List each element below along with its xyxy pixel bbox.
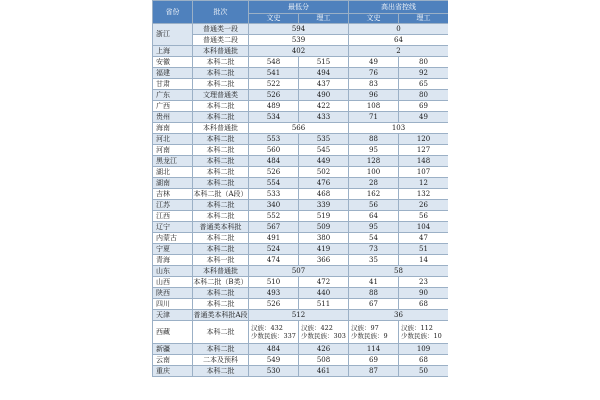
batch-cell: 本科二批（A段） bbox=[193, 189, 248, 198]
above-line-ligong-cell: 50 bbox=[399, 366, 449, 377]
min-score-wenshi-cell: 553 bbox=[249, 134, 299, 145]
batch-cell: 本科普通批 bbox=[193, 123, 249, 134]
min-score-wenshi-cell: 汉族：432 少数民族：337 bbox=[249, 321, 299, 344]
province-cell: 河北 bbox=[153, 134, 193, 145]
above-line-ligong-cell: 132 bbox=[399, 189, 449, 200]
province-cell: 浙江 bbox=[153, 24, 193, 46]
above-line-wenshi-cell: 64 bbox=[349, 211, 399, 222]
table-row bbox=[153, 310, 449, 321]
above-line-wenshi-cell: 54 bbox=[349, 233, 399, 244]
min-score-ligong-cell: 433 bbox=[299, 112, 349, 123]
batch-cell: 普通类一段 bbox=[193, 24, 249, 35]
above-line-ligong-cell: 148 bbox=[399, 156, 449, 167]
table-row bbox=[153, 321, 449, 344]
min-score-ligong-cell: 508 bbox=[299, 355, 349, 366]
province-cell: 云南 bbox=[153, 355, 193, 366]
min-score-ligong-cell: 535 bbox=[299, 134, 349, 145]
min-score-ligong-cell: 545 bbox=[299, 145, 349, 156]
above-line-wenshi-cell: 83 bbox=[349, 79, 399, 90]
min-score-ligong-cell: 419 bbox=[299, 244, 349, 255]
above-line-wenshi-cell: 56 bbox=[349, 200, 399, 211]
province-cell: 湖北 bbox=[153, 167, 193, 178]
min-score-wenshi-cell: 567 bbox=[249, 222, 299, 233]
province-cell: 江苏 bbox=[153, 200, 193, 211]
table-row bbox=[153, 145, 449, 156]
above-line-ligong-cell: 51 bbox=[399, 244, 449, 255]
table-row bbox=[153, 200, 449, 211]
above-line-wenshi-cell: 88 bbox=[349, 134, 399, 145]
batch-cell: 本科二批 bbox=[193, 321, 249, 344]
table-row bbox=[153, 255, 449, 266]
above-line-wenshi-cell: 108 bbox=[349, 101, 399, 112]
table-row bbox=[153, 57, 449, 68]
min-score-ligong-cell: 509 bbox=[299, 222, 349, 233]
batch-cell: 本科二批 bbox=[193, 200, 249, 211]
min-score-wenshi-cell: 524 bbox=[249, 244, 299, 255]
above-line-ligong-cell: 汉族：112 少数民族：10 bbox=[399, 321, 449, 344]
admission-score-table bbox=[152, 0, 448, 377]
province-cell: 内蒙古 bbox=[153, 233, 193, 244]
batch-cell: 普通类二段 bbox=[193, 35, 249, 46]
batch-cell: 本科二批 bbox=[193, 211, 249, 222]
batch-cell: 本科二批 bbox=[193, 101, 249, 112]
above-line-ligong-cell: 104 bbox=[399, 222, 449, 233]
above-line-cell: 58 bbox=[349, 266, 449, 277]
above-line-ligong-cell: 120 bbox=[399, 134, 449, 145]
above-line-ligong-cell: 23 bbox=[399, 277, 449, 288]
above-line-ligong-cell: 12 bbox=[399, 178, 449, 189]
batch-cell: 本科二批 bbox=[193, 112, 249, 123]
above-line-ligong-cell: 107 bbox=[399, 167, 449, 178]
min-score-ligong-cell: 519 bbox=[299, 211, 349, 222]
above-line-wenshi-cell: 95 bbox=[349, 222, 399, 233]
above-line-wenshi-cell: 96 bbox=[349, 90, 399, 101]
min-score-wenshi-cell: 533 bbox=[249, 189, 299, 200]
above-line-wenshi-cell: 69 bbox=[349, 355, 399, 366]
min-score-wenshi-cell: 484 bbox=[249, 344, 299, 355]
above-line-ligong-cell: 68 bbox=[399, 355, 449, 366]
table-row bbox=[153, 24, 449, 35]
table-row bbox=[153, 355, 449, 366]
min-score-cell: 539 bbox=[249, 35, 349, 46]
min-score-ligong-cell: 437 bbox=[299, 79, 349, 90]
header-above-line: 高出省控线 bbox=[349, 1, 449, 14]
batch-cell: 本科二批 bbox=[193, 288, 249, 299]
above-line-wenshi-cell: 41 bbox=[349, 277, 399, 288]
batch-cell: 本科二批 bbox=[193, 68, 249, 79]
table-row bbox=[153, 112, 449, 123]
batch-cell: 本科普通批 bbox=[193, 46, 249, 57]
min-score-ligong-cell: 461 bbox=[299, 366, 349, 377]
above-line-wenshi-cell: 35 bbox=[349, 255, 399, 266]
header-min-ligong: 理工 bbox=[299, 14, 349, 24]
table-row bbox=[153, 288, 449, 299]
batch-cell: 本科二批（B类） bbox=[193, 277, 248, 286]
province-cell: 新疆 bbox=[153, 344, 193, 355]
batch-cell: 本科二批 bbox=[193, 57, 249, 68]
batch-cell: 二本及预科 bbox=[193, 355, 249, 366]
table-row bbox=[153, 101, 449, 112]
min-score-wenshi-cell: 552 bbox=[249, 211, 299, 222]
province-cell: 天津 bbox=[153, 310, 193, 321]
province-cell: 江西 bbox=[153, 211, 193, 222]
batch-cell: 本科二批 bbox=[193, 79, 249, 90]
province-cell: 西藏 bbox=[153, 321, 193, 344]
min-score-wenshi-cell: 522 bbox=[249, 79, 299, 90]
above-line-ligong-cell: 92 bbox=[399, 68, 449, 79]
above-line-wenshi-cell: 128 bbox=[349, 156, 399, 167]
min-score-cell: 512 bbox=[249, 310, 349, 321]
province-cell: 海南 bbox=[153, 123, 193, 134]
table-row bbox=[153, 156, 449, 167]
min-score-cell: 594 bbox=[249, 24, 349, 35]
province-cell: 甘肃 bbox=[153, 79, 193, 90]
min-score-ligong-cell: 380 bbox=[299, 233, 349, 244]
batch-cell: 文理普通类 bbox=[193, 90, 249, 101]
table-row bbox=[153, 178, 449, 189]
province-cell: 陕西 bbox=[153, 288, 193, 299]
above-line-wenshi-cell: 28 bbox=[349, 178, 399, 189]
min-score-wenshi-cell: 484 bbox=[249, 156, 299, 167]
min-score-ligong-cell: 502 bbox=[299, 167, 349, 178]
min-score-cell: 402 bbox=[249, 46, 349, 57]
min-score-ligong-cell: 422 bbox=[299, 101, 349, 112]
table-row bbox=[153, 244, 449, 255]
province-cell: 福建 bbox=[153, 68, 193, 79]
above-line-cell: 0 bbox=[349, 24, 449, 35]
above-line-wenshi-cell: 73 bbox=[349, 244, 399, 255]
batch-cell: 本科二批 bbox=[193, 167, 249, 178]
min-score-ligong-cell: 468 bbox=[299, 189, 349, 200]
min-score-ligong-cell: 366 bbox=[299, 255, 349, 266]
min-score-ligong-cell: 494 bbox=[299, 68, 349, 79]
min-score-ligong-cell: 472 bbox=[299, 277, 349, 288]
table-row bbox=[153, 189, 449, 200]
table-row bbox=[153, 46, 449, 57]
above-line-wenshi-cell: 49 bbox=[349, 57, 399, 68]
min-score-wenshi-cell: 491 bbox=[249, 233, 299, 244]
above-line-ligong-cell: 69 bbox=[399, 101, 449, 112]
min-score-ligong-cell: 426 bbox=[299, 344, 349, 355]
table-row bbox=[153, 68, 449, 79]
min-score-ligong-cell: 515 bbox=[299, 57, 349, 68]
table-row bbox=[153, 79, 449, 90]
province-cell: 辽宁 bbox=[153, 222, 193, 233]
min-score-ligong-cell: 449 bbox=[299, 156, 349, 167]
province-cell: 贵州 bbox=[153, 112, 193, 123]
table-row bbox=[153, 299, 449, 310]
above-line-cell: 36 bbox=[349, 310, 449, 321]
min-score-ligong-cell: 440 bbox=[299, 288, 349, 299]
above-line-wenshi-cell: 88 bbox=[349, 288, 399, 299]
min-score-wenshi-cell: 526 bbox=[249, 299, 299, 310]
min-score-wenshi-cell: 541 bbox=[249, 68, 299, 79]
min-score-ligong-cell: 339 bbox=[299, 200, 349, 211]
min-score-cell: 507 bbox=[249, 266, 349, 277]
table-row bbox=[153, 167, 449, 178]
table-row bbox=[153, 366, 449, 377]
province-cell: 广东 bbox=[153, 90, 193, 101]
batch-cell: 普通类本科批A段 bbox=[193, 310, 248, 319]
table-row bbox=[153, 123, 449, 134]
above-line-ligong-cell: 56 bbox=[399, 211, 449, 222]
province-cell: 山东 bbox=[153, 266, 193, 277]
batch-cell: 本科二批 bbox=[193, 134, 249, 145]
min-score-wenshi-cell: 474 bbox=[249, 255, 299, 266]
above-line-wenshi-cell: 87 bbox=[349, 366, 399, 377]
header-batch: 批次 bbox=[193, 1, 249, 24]
table-row bbox=[153, 277, 449, 288]
batch-cell: 本科二批 bbox=[193, 233, 249, 244]
min-score-ligong-cell: 汉族：422 少数民族：303 bbox=[299, 321, 349, 344]
table-body bbox=[153, 24, 449, 377]
table-row bbox=[153, 266, 449, 277]
above-line-ligong-cell: 80 bbox=[399, 57, 449, 68]
min-score-ligong-cell: 490 bbox=[299, 90, 349, 101]
above-line-ligong-cell: 127 bbox=[399, 145, 449, 156]
min-score-wenshi-cell: 554 bbox=[249, 178, 299, 189]
header-diff-wenshi: 文史 bbox=[349, 14, 399, 24]
above-line-cell: 2 bbox=[349, 46, 449, 57]
batch-cell: 本科一批 bbox=[193, 255, 249, 266]
province-cell: 宁夏 bbox=[153, 244, 193, 255]
min-score-wenshi-cell: 560 bbox=[249, 145, 299, 156]
province-cell: 河南 bbox=[153, 145, 193, 156]
above-line-wenshi-cell: 76 bbox=[349, 68, 399, 79]
province-cell: 吉林 bbox=[153, 189, 193, 200]
above-line-wenshi-cell: 100 bbox=[349, 167, 399, 178]
above-line-ligong-cell: 65 bbox=[399, 79, 449, 90]
min-score-cell: 566 bbox=[249, 123, 349, 134]
above-line-ligong-cell: 49 bbox=[399, 112, 449, 123]
batch-cell: 本科二批 bbox=[193, 299, 249, 310]
header-min-score: 最低分 bbox=[249, 1, 349, 14]
province-cell: 广西 bbox=[153, 101, 193, 112]
min-score-wenshi-cell: 548 bbox=[249, 57, 299, 68]
min-score-wenshi-cell: 534 bbox=[249, 112, 299, 123]
batch-cell: 本科普通批 bbox=[193, 266, 249, 277]
table-row bbox=[153, 134, 449, 145]
score-table-container bbox=[152, 0, 448, 400]
above-line-wenshi-cell: 67 bbox=[349, 299, 399, 310]
province-cell: 山西 bbox=[153, 277, 193, 288]
province-cell: 四川 bbox=[153, 299, 193, 310]
batch-cell: 本科二批 bbox=[193, 344, 249, 355]
min-score-wenshi-cell: 549 bbox=[249, 355, 299, 366]
batch-cell: 本科二批 bbox=[193, 178, 249, 189]
min-score-wenshi-cell: 526 bbox=[249, 90, 299, 101]
above-line-cell: 103 bbox=[349, 123, 449, 134]
batch-cell: 普通类本科批 bbox=[193, 222, 249, 233]
above-line-ligong-cell: 80 bbox=[399, 90, 449, 101]
header-min-wenshi: 文史 bbox=[249, 14, 299, 24]
province-cell: 青海 bbox=[153, 255, 193, 266]
province-cell: 黑龙江 bbox=[153, 156, 193, 167]
table-row bbox=[153, 90, 449, 101]
above-line-ligong-cell: 47 bbox=[399, 233, 449, 244]
min-score-wenshi-cell: 489 bbox=[249, 101, 299, 112]
province-cell: 上海 bbox=[153, 46, 193, 57]
above-line-wenshi-cell: 汉族：97 少数民族：9 bbox=[349, 321, 399, 344]
min-score-wenshi-cell: 493 bbox=[249, 288, 299, 299]
table-row bbox=[153, 35, 449, 46]
min-score-ligong-cell: 511 bbox=[299, 299, 349, 310]
above-line-wenshi-cell: 162 bbox=[349, 189, 399, 200]
above-line-wenshi-cell: 95 bbox=[349, 145, 399, 156]
above-line-ligong-cell: 14 bbox=[399, 255, 449, 266]
province-cell: 重庆 bbox=[153, 366, 193, 377]
min-score-ligong-cell: 476 bbox=[299, 178, 349, 189]
batch-cell: 本科二批 bbox=[193, 145, 249, 156]
above-line-cell: 64 bbox=[349, 35, 449, 46]
above-line-ligong-cell: 90 bbox=[399, 288, 449, 299]
above-line-ligong-cell: 26 bbox=[399, 200, 449, 211]
above-line-ligong-cell: 68 bbox=[399, 299, 449, 310]
min-score-wenshi-cell: 530 bbox=[249, 366, 299, 377]
table-row bbox=[153, 211, 449, 222]
province-cell: 湖南 bbox=[153, 178, 193, 189]
min-score-wenshi-cell: 526 bbox=[249, 167, 299, 178]
table-row bbox=[153, 222, 449, 233]
header-province: 省份 bbox=[153, 1, 193, 24]
above-line-wenshi-cell: 114 bbox=[349, 344, 399, 355]
batch-cell: 本科二批 bbox=[193, 244, 249, 255]
table-row bbox=[153, 233, 449, 244]
min-score-wenshi-cell: 510 bbox=[249, 277, 299, 288]
province-cell: 安徽 bbox=[153, 57, 193, 68]
batch-cell: 本科二批 bbox=[193, 366, 249, 377]
above-line-ligong-cell: 109 bbox=[399, 344, 449, 355]
table-row bbox=[153, 344, 449, 355]
header-diff-ligong: 理工 bbox=[399, 14, 449, 24]
min-score-wenshi-cell: 340 bbox=[249, 200, 299, 211]
above-line-wenshi-cell: 71 bbox=[349, 112, 399, 123]
batch-cell: 本科二批 bbox=[193, 156, 249, 167]
